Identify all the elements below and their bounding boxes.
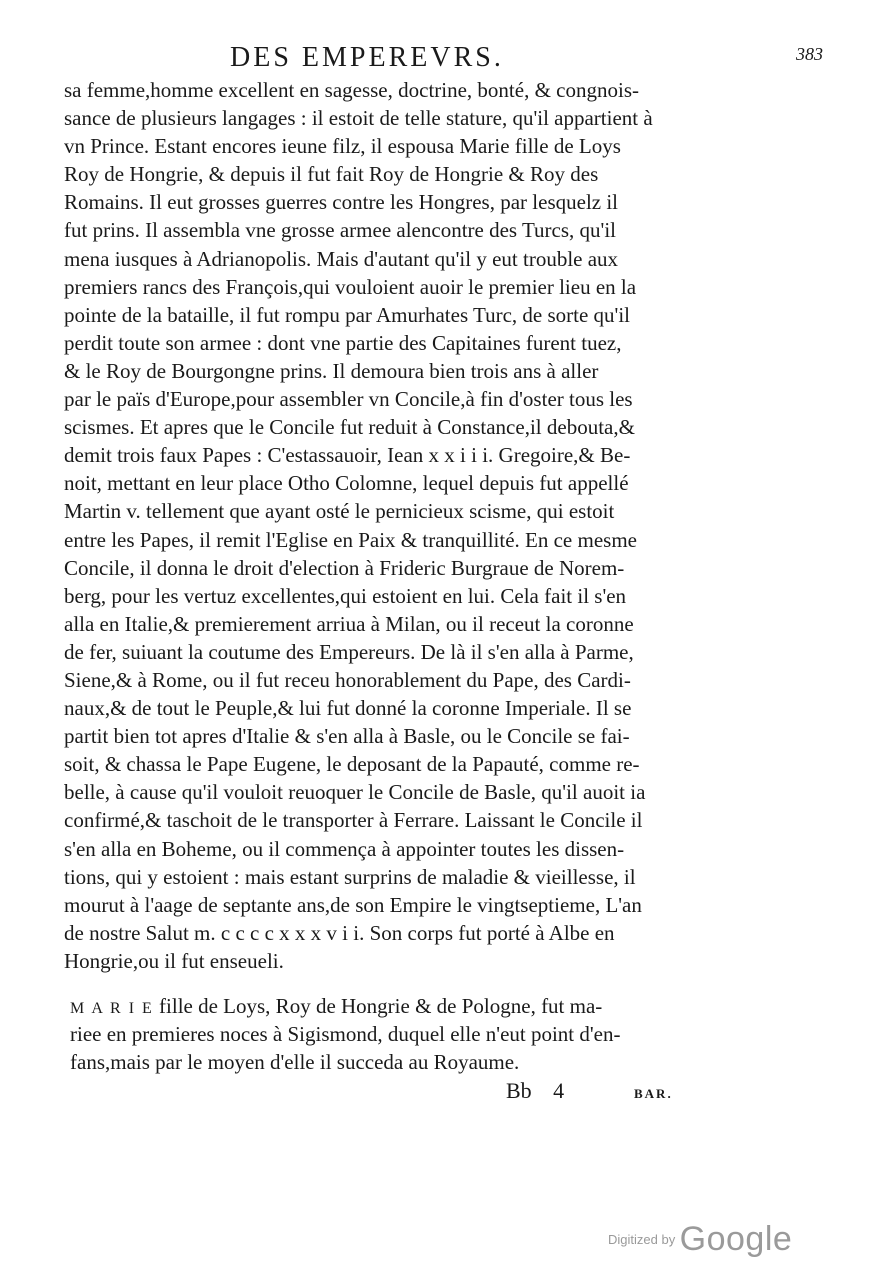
text-line: scismes. Et apres que le Concile fut reduit à Constance,il debouta,& [64,415,635,440]
text-line: Hongrie,ou il fut enseueli. [64,948,284,973]
text-line: de nostre Salut m. c c c c x x x v i i. Son corps fut porté à Albe en [64,920,615,945]
text-line: mourut à l'aage de septante ans,de son Empire le vingtseptieme, L'an [64,892,642,917]
text-line: berg, pour les vertuz excellentes,qui estoient en lui. Cela fait il s'en [64,583,627,608]
page-number: 383 [796,44,823,64]
text-line: fans,mais par le moyen d'elle il succeda au Royaume. [70,1050,520,1075]
text-line: alla en Italie,& premierement arriua à Milan, ou il receut la coronne [64,611,634,636]
text-line: vn Prince. Estant encores ieune filz, il espousa Marie fille de Loys [64,134,621,159]
text-line: Martin v. tellement que ayant osté le pernicieux scisme, qui estoit [64,499,615,524]
text-line: Roy de Hongrie, & depuis il fut fait Roy de Hongrie & Roy des [64,162,599,187]
text-line: belle, à cause qu'il vouloit reuoquer le Concile de Basle, qu'il auoit ia [64,780,646,805]
main-paragraph [64,76,724,975]
text-line: sa femme,homme excellent en sagesse, doctrine, bonté, & congnois- [64,78,639,102]
text-line: fut prins. Il assembla vne grosse armee alencontre des Turcs, qu'il [64,218,616,243]
signature-mark: Bb 4 [506,1078,565,1103]
text-line: soit, & chassa le Pape Eugene, le deposant de la Papauté, comme re- [64,752,640,777]
text-line: perdit toute son armee : dont vne partie des Capitaines furent tuez, [64,330,622,355]
text-line: premiers rancs des François,qui vouloient auoir le premier lieu en la [64,274,637,299]
text-line: Concile, il donna le droit d'election à Frideric Burgraue de Norem- [64,555,625,580]
text-line: & le Roy de Bourgongne prins. Il demoura bien trois ans à aller [64,358,599,383]
text-line: naux,& de tout le Peuple,& lui fut donné la coronne Imperiale. Il se [64,696,632,721]
digitization-watermark [608,1220,792,1259]
catchword: BAR. [634,1086,673,1101]
text-line: demit trois faux Papes : C'estassauoir, Iean x x i i i. Gregoire,& Be- [64,443,631,468]
text-line: Siene,& à Rome, ou il fut receu honorablement du Pape, des Cardi- [64,667,631,692]
text-line: tions, qui y estoient : mais estant surprins de maladie & vieillesse, il [64,864,636,889]
text-line: Romains. Il eut grosses guerres contre les Hongres, par lesquelz il [64,190,619,215]
text-line: confirmé,& taschoit de le transporter à Ferrare. Laissant le Concile il [64,808,643,833]
text-line: noit, mettant en leur place Otho Colomne, lequel depuis fut appellé [64,471,629,496]
running-title: DES EMPEREVRS. [230,42,504,73]
text-line: riee en premieres noces à Sigismond, duquel elle n'eut point d'en- [70,1022,621,1047]
text-line: s'en alla en Boheme, ou il commença à appointer toutes les dissen- [64,836,625,861]
text-line [70,992,710,1020]
text-line: par le païs d'Europe,pour assembler vn Concile,à fin d'oster tous les [64,387,633,412]
text-line: sance de plusieurs langages : il estoit de telle stature, qu'il appartient à [64,106,653,131]
text-line: partit bien tot apres d'Italie & s'en alla à Basle, ou le Concile se fai- [64,724,630,749]
text-line: de fer, suiuant la coutume des Empereurs. De là il s'en alla à Parme, [64,639,634,664]
lead-word: M A R I E [70,1000,154,1017]
second-paragraph [70,992,710,1076]
text-line: entre les Papes, il remit l'Eglise en Paix & tranquillité. En ce mesme [64,527,637,552]
text-line: pointe de la bataille, il fut rompu par Amurhates Turc, de sorte qu'il [64,302,631,327]
watermark-prefix: Digitized by [608,1232,676,1247]
google-logo: Google [679,1220,793,1258]
text-line: mena iusques à Adrianopolis. Mais d'autant qu'il y eut trouble aux [64,246,619,271]
line-text: fille de Loys, Roy de Hongrie & de Pologne, fut ma- [153,994,603,1018]
